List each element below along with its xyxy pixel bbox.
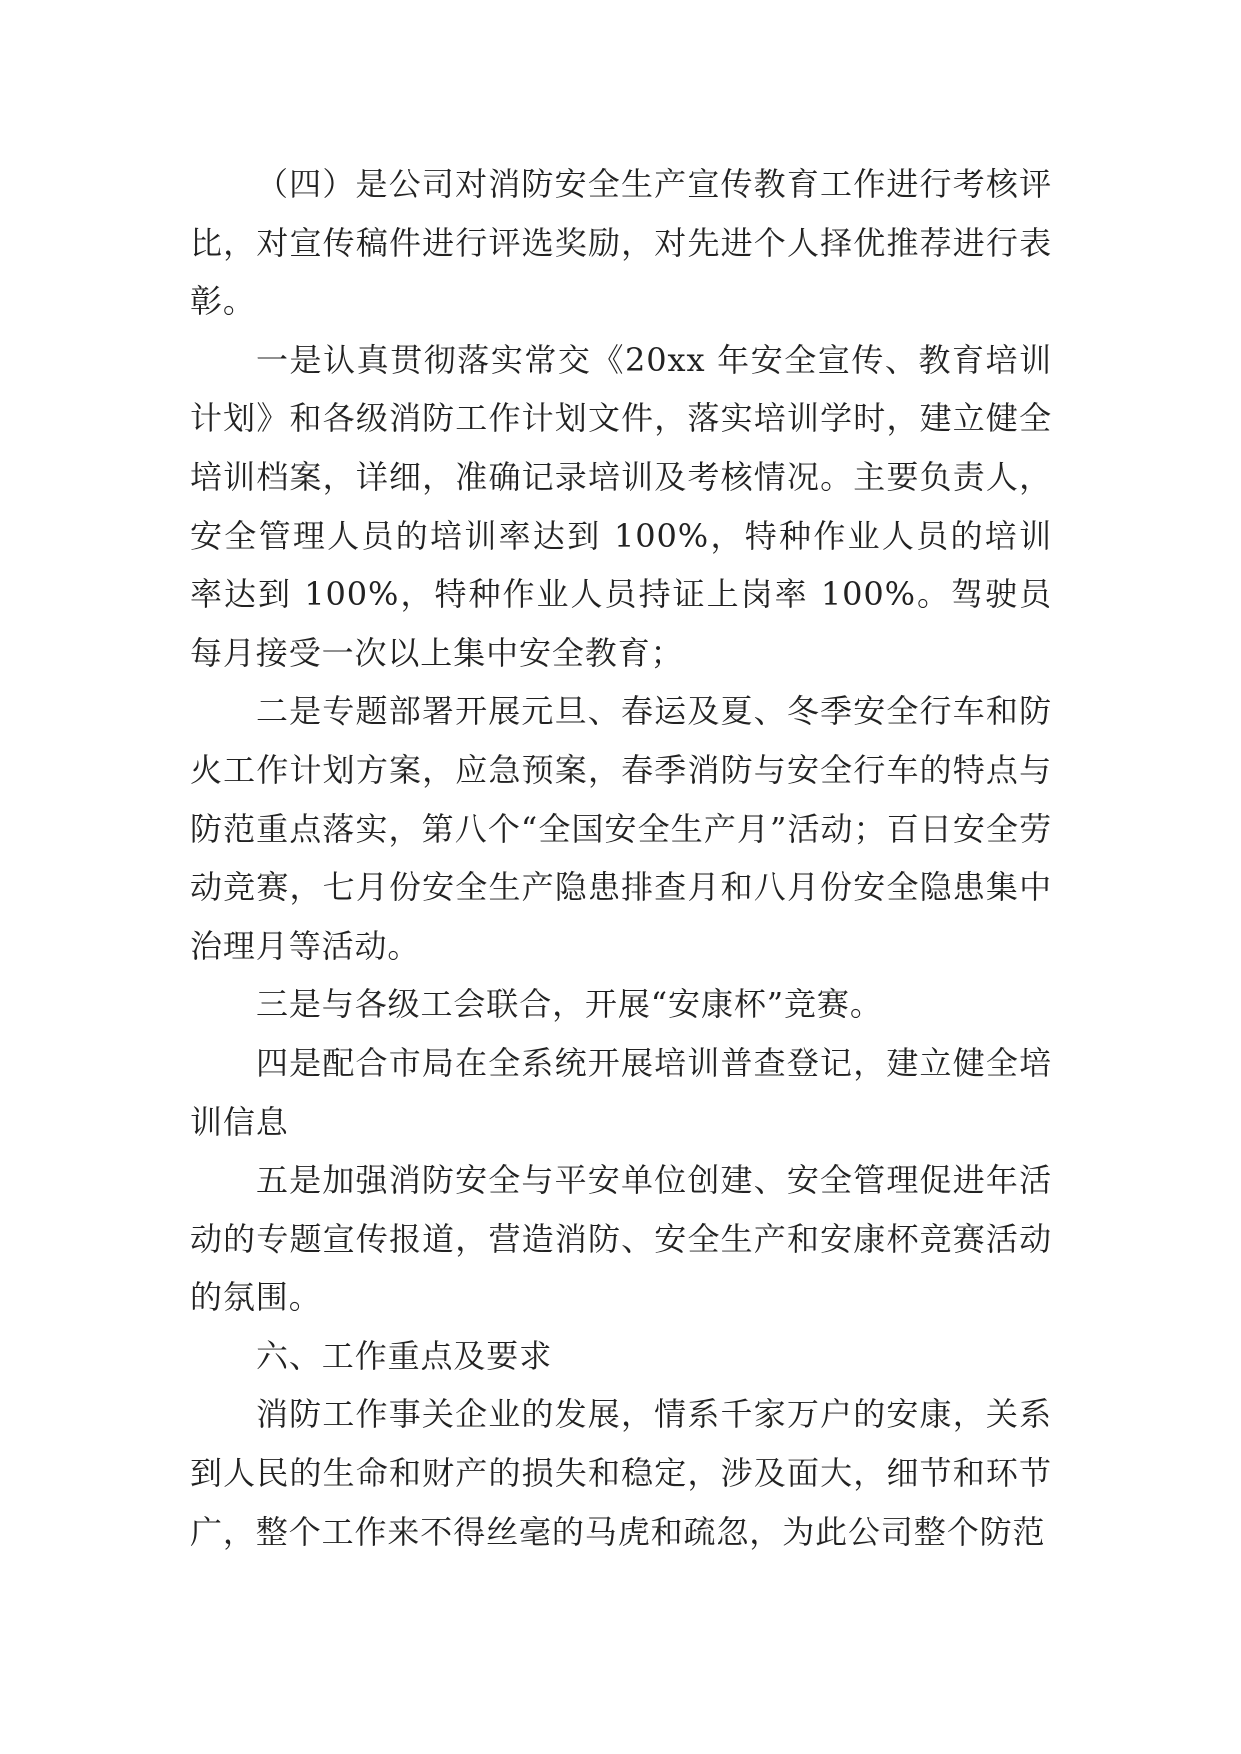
paragraph-item-five: 五是加强消防安全与平安单位创建、安全管理促进年活动的专题宣传报道，营造消防、安全生产和安康杯竞赛活动的氛围。 [190, 1161, 1052, 1317]
paragraph-item-three: 三是与各级工会联合，开展“安康杯”竞赛。 [256, 985, 883, 1024]
paragraph-key-points: 消防工作事关企业的发展，情系千家万户的安康，关系到人民的生命和财产的损失和稳定，涉及面大，细节和环节广，整个工作来不得丝毫的马虎和疏忽，为此公司整个防范 [190, 1395, 1052, 1551]
paragraph-4-evaluation: （四）是公司对消防安全生产宣传教育工作进行考核评比，对宣传稿件进行评选奖励，对先进个人择优推荐进行表彰。 [190, 165, 1052, 321]
paragraph-item-two: 二是专题部署开展元旦、春运及夏、冬季安全行车和防火工作计划方案，应急预案，春季消防与安全行车的特点与防范重点落实，第八个“全国安全生产月”活动；百日安全劳动竞赛，七月份安全生产隐患排查月和八月份安全隐患集中治理月等活动。 [190, 692, 1052, 965]
paragraph-item-one: 一是认真贯彻落实常交《20xx 年安全宣传、教育培训计划》和各级消防工作计划文件，落实培训学时，建立健全培训档案，详细，准确记录培训及考核情况。主要负责人，安全管理人员的培训率达到 100%，特种作业人员的培训率达到 100%，特种作业人员持证上岗率 100%。驾驶员每月接受一次以上集中安全教育； [190, 340, 1052, 672]
document-body [190, 155, 1052, 1561]
section-heading-six: 六、工作重点及要求 [256, 1336, 553, 1375]
paragraph-item-four: 四是配合市局在全系统开展培训普查登记，建立健全培训信息 [190, 1043, 1052, 1141]
